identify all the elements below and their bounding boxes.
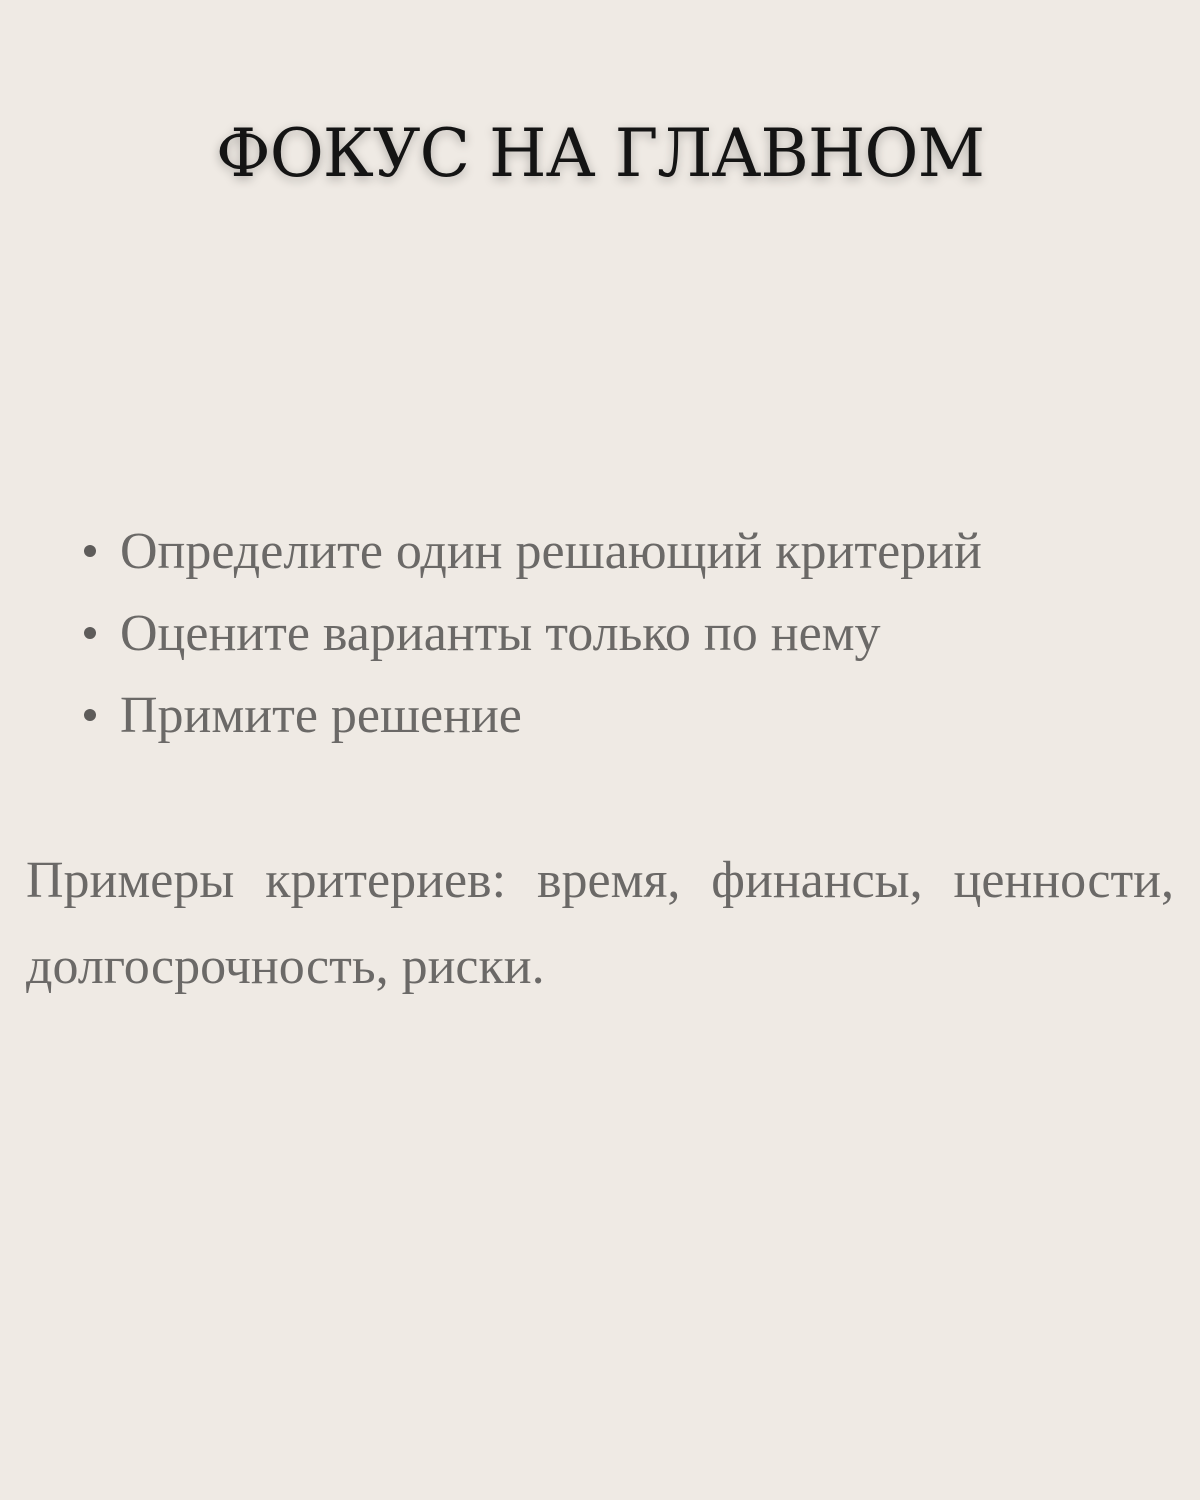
list-item — [80, 592, 1160, 674]
bullet-dot-icon — [84, 545, 96, 557]
criteria-examples-note: Примеры критериев: время, финансы, ценности, долгосрочность, риски. — [26, 852, 1174, 995]
list-item-text: Определите один решающий критерий — [120, 522, 982, 580]
list-item-text: Оцените варианты только по нему — [120, 604, 881, 662]
list-item — [80, 674, 1160, 756]
bullet-dot-icon — [84, 627, 96, 639]
bullet-dot-icon — [84, 709, 96, 721]
list-item-text: Примите решение — [120, 686, 522, 744]
list-item — [80, 510, 1160, 592]
bullet-list — [80, 510, 1160, 756]
page-title: ФОКУС НА ГЛАВНОМ — [215, 115, 985, 192]
